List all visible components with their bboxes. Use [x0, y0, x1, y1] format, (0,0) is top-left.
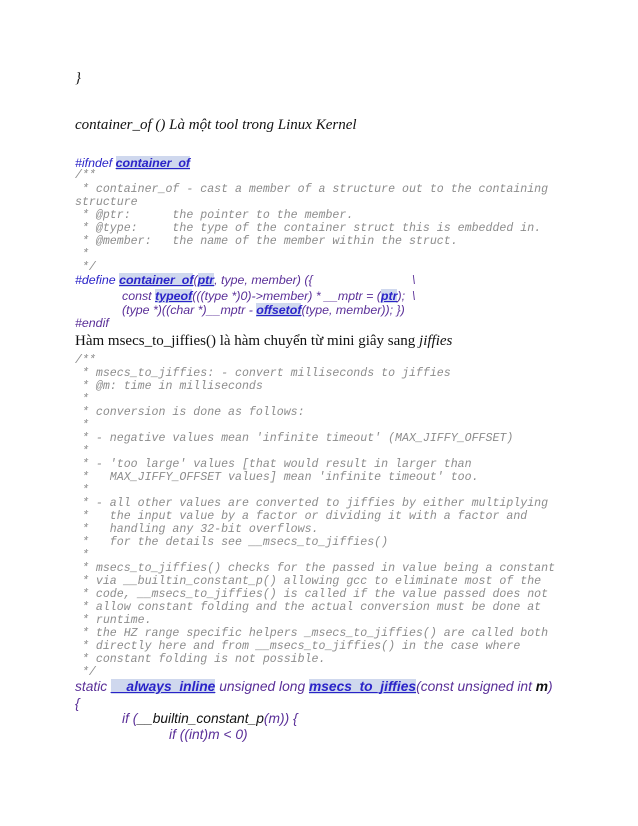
- comment-line: * @ptr: the pointer to the member.: [75, 209, 354, 222]
- if-open: ((: [175, 727, 189, 742]
- comment-line: *: [75, 393, 89, 406]
- define-params: , type, member) ({: [214, 273, 313, 287]
- define-identifier[interactable]: container_of: [119, 273, 194, 287]
- closing-brace: }: [75, 70, 81, 86]
- param-open: (: [416, 679, 421, 694]
- if-keyword: if: [122, 711, 129, 726]
- comment-line: * allow constant folding and the actual conversion must be done at: [75, 601, 542, 614]
- comment-line: * for the details see __msecs_to_jiffies(): [75, 536, 389, 549]
- define-line-2-mid: (((type *)0)->member) * __mptr = (: [192, 289, 381, 303]
- define-line-2: [122, 290, 405, 302]
- comment-line: * @member: the name of the member within the struct.: [75, 235, 458, 248]
- comment-line: *: [75, 248, 89, 261]
- param-type: unsigned int: [453, 679, 536, 694]
- define-line-3: [122, 304, 405, 316]
- return-type: unsigned long: [215, 679, 309, 694]
- function-name-identifier[interactable]: msecs_to_jiffies: [308, 679, 417, 694]
- comment-line: *: [75, 445, 89, 458]
- comment-line: * the HZ range specific helpers _msecs_to_jiffies() are called both: [75, 627, 549, 640]
- comment-line: * MAX_JIFFY_OFFSET values] mean 'infinite timeout' too.: [75, 471, 479, 484]
- comment-line: * - all other values are converted to jiffies by either multiplying: [75, 497, 549, 510]
- define-line-2-end: );: [397, 289, 406, 303]
- brace-open: {: [75, 696, 80, 711]
- define-line-3-start: (type *)((char *)__mptr -: [122, 303, 257, 317]
- comment-line: * msecs_to_jiffies() checks for the passed in value being a constant: [75, 562, 556, 575]
- comment-line: * - negative values mean 'infinite timeout' (MAX_JIFFY_OFFSET): [75, 432, 514, 445]
- define-paren: (: [193, 273, 198, 287]
- comment-line: * handling any 32-bit overflows.: [75, 523, 319, 536]
- comment-line: *: [75, 484, 89, 497]
- function-signature: [75, 680, 553, 694]
- comment-line: * @m: time in milliseconds: [75, 380, 263, 393]
- define-line-3-end: (type, member)); }): [301, 303, 405, 317]
- comment-line: *: [75, 419, 89, 432]
- comment-line: * container_of - cast a member of a structure out to the containing: [75, 183, 549, 196]
- comment-line: * code, __msecs_to_jiffies() is called if the value passed does not: [75, 588, 549, 601]
- comment-line: */: [75, 666, 96, 679]
- comment-line: * @type: the type of the container struct this is embedded in.: [75, 222, 542, 235]
- define-line: [75, 274, 313, 286]
- param-name: m: [535, 679, 549, 694]
- comment-line: structure: [75, 196, 138, 209]
- const-keyword: const: [420, 679, 454, 694]
- const-keyword: const: [122, 289, 156, 303]
- static-keyword: static: [75, 679, 112, 694]
- comment-line: * via __builtin_constant_p() allowing gcc to eliminate most of the: [75, 575, 542, 588]
- heading-text: Hàm msecs_to_jiffies() là hàm chuyển từ mini giây sang: [75, 333, 420, 349]
- typeof-identifier[interactable]: typeof: [155, 289, 193, 303]
- comment-line: * - 'too large' values [that would result in larger than: [75, 458, 472, 471]
- heading-msecs-to-jiffies: [75, 334, 452, 349]
- ifndef-identifier[interactable]: container_of: [115, 156, 191, 170]
- if-negative-line: [169, 728, 248, 742]
- int-keyword: int: [188, 727, 204, 742]
- comment-line: * constant folding is not possible.: [75, 653, 326, 666]
- comment-line: /**: [75, 169, 96, 182]
- builtin-arg: (m): [263, 711, 285, 726]
- if-keyword: if: [169, 727, 176, 742]
- heading-container-of: container_of () Là một tool trong Linux Kernel: [75, 117, 357, 133]
- line-continuation: \: [412, 289, 416, 303]
- comment-line: */: [75, 261, 96, 274]
- comment-line: * runtime.: [75, 614, 152, 627]
- if-open: (: [128, 711, 138, 726]
- ifndef-line: [75, 157, 190, 169]
- if-close: ) {: [284, 711, 298, 726]
- ifndef-keyword: #ifndef: [75, 156, 116, 170]
- comment-line: *: [75, 549, 89, 562]
- define-keyword: #define: [75, 273, 120, 287]
- heading-italic: jiffies: [419, 333, 453, 349]
- builtin-constant-call: __builtin_constant_p: [137, 711, 264, 726]
- if-condition: )m < 0): [203, 727, 248, 742]
- always-inline-identifier[interactable]: __always_inline: [111, 679, 216, 694]
- endif-line: #endif: [75, 316, 109, 330]
- ptr-identifier[interactable]: ptr: [380, 289, 398, 303]
- offsetof-identifier[interactable]: offsetof: [256, 303, 302, 317]
- line-continuation: \: [412, 273, 416, 287]
- ptr-identifier[interactable]: ptr: [197, 273, 215, 287]
- comment-line: * directly here and from __msecs_to_jiffies() in the case where: [75, 640, 521, 653]
- if-constant-line: [122, 712, 298, 726]
- comment-line: * msecs_to_jiffies: - convert milliseconds to jiffies: [75, 367, 451, 380]
- param-close: ): [548, 679, 553, 694]
- comment-line: /**: [75, 354, 96, 367]
- comment-line: * the input value by a factor or dividing it with a factor and: [75, 510, 528, 523]
- comment-line: * conversion is done as follows:: [75, 406, 305, 419]
